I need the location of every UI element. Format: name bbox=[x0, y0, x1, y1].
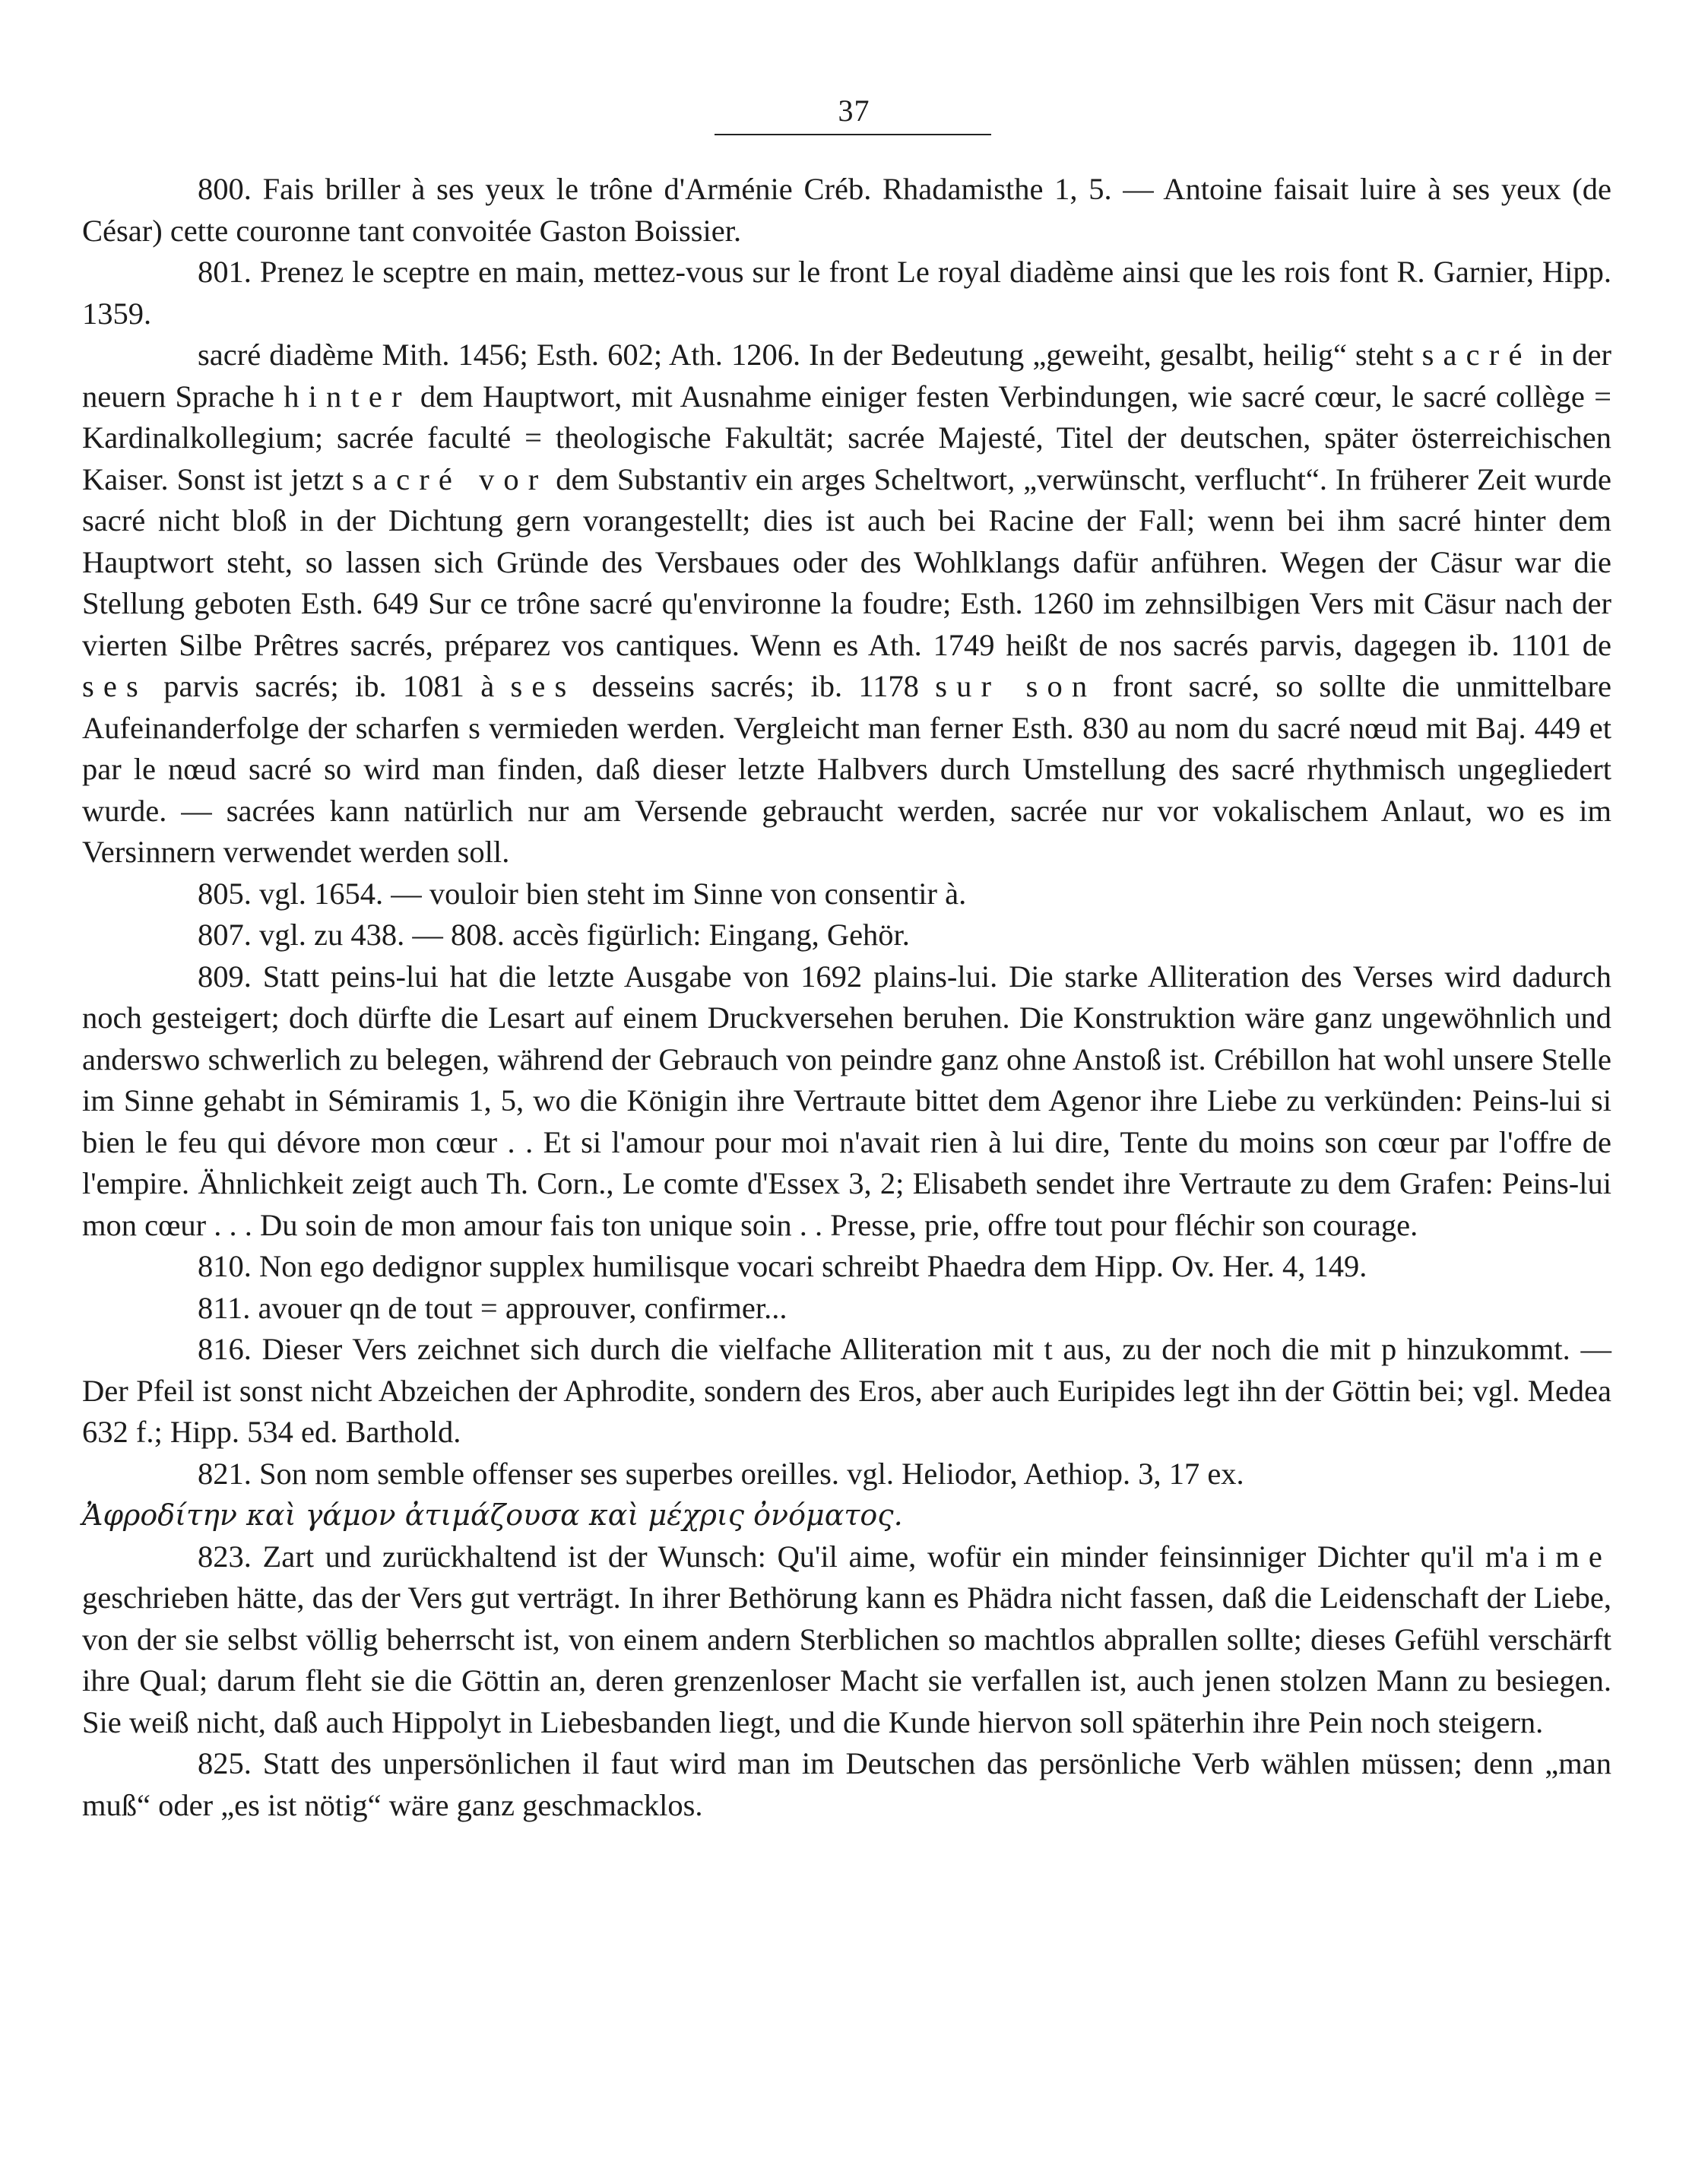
note-825: 825. Statt des unpersönlichen il faut wird man im Deutschen das persönliche Verb wählen müssen; denn „man muß“ oder „es ist nötig“ wäre ganz geschmacklos. bbox=[82, 1746, 1611, 1822]
text-run: parvis sacrés; ib. 1081 à bbox=[147, 669, 511, 703]
spaced-word: ses bbox=[510, 669, 576, 703]
spaced-word: sacré vor bbox=[352, 461, 548, 496]
spaced-word: sacré bbox=[1421, 338, 1532, 372]
text-run: geschrieben hätte, das der Vers gut verträgt. In ihrer Bethörung kann es Phädra nicht fassen, daß die Leidenschaft der Liebe, von der sie selbst völlig beherrscht ist, von einem andern Sterblichen so machtlos abprallen sollte; dieses Gefühl verschärft ihre Qual; darum fleht sie die Göttin an, deren grenzenloser Macht sie verfallen ist, auch jenen stolzen Mann zu besiegen. Sie weiß nicht, daß auch Hippolyt in Liebesbanden liegt, und die Kunde hiervon soll späterhin ihre Pein noch steigern. bbox=[82, 1580, 1611, 1739]
note-809: 809. Statt peins-lui hat die letzte Ausgabe von 1692 plains-lui. Die starke Alliteration des Verses wird dadurch noch gesteigert; doch dürfte die Lesart auf einem Druckversehen beruhen. Die Konstruktion wäre ganz ungewöhnlich und anderswo schwerlich zu belegen, während der Gebrauch von peindre ganz ohne Anstoß ist. Crébillon hat wohl unsere Stelle im Sinne gehabt in Sémiramis 1, 5, wo die Königin ihre Vertraute bittet dem Agenor ihre Liebe zu verkünden: Peins-lui si bien le feu qui dévore mon cœur . . Et si l'amour pour moi n'avait rien à lui dire, Tente du moins son cœur par l'offre de l'empire. Ähnlichkeit zeigt auch Th. Corn., Le comte d'Essex 3, 2; Elisabeth sendet ihre Vertraute zu dem Grafen: Peins-lui mon cœur . . . Du soin de mon amour fais ton unique soin . . Presse, prie, offre tout pour fléchir son courage. bbox=[82, 959, 1611, 1242]
note-821: 821. Son nom semble offenser ses superbes oreilles. vgl. Heliodor, Aethiop. 3, 17 ex. bbox=[198, 1456, 1244, 1491]
text-run: dem Substantiv ein arges Scheltwort, „verwünscht, verflucht“. In früherer Zeit wurde sacré nicht bloß in der Dichtung gern vorangestellt; dies ist auch bei Racine der Fall; wenn bei ihm sacré hinter dem Hauptwort steht, so lassen sich Gründe des Versbaues oder des Wohlklangs dafür anführen. Wegen der Cäsur war die Stellung geboten Esth. 649 Sur ce trône sacré qu'environne la foudre; Esth. 1260 im zehnsilbigen Vers mit Cäsur nach der vierten Silbe Prêtres sacrés, préparez vos cantiques. Wenn es Ath. 1749 heißt de nos sacrés parvis, dagegen ib. 1101 de bbox=[82, 461, 1611, 662]
note-807: 807. vgl. zu 438. — 808. accès figürlich: Eingang, Gehör. bbox=[198, 918, 910, 952]
page-number: 37 bbox=[838, 94, 870, 128]
header-rule bbox=[715, 134, 991, 135]
note-810: 810. Non ego dedignor supplex humilisque vocari schreibt Phaedra dem Hipp. Ov. Her. 4, 149. bbox=[198, 1249, 1367, 1283]
commentary-text bbox=[82, 169, 1611, 1826]
spaced-word: hinter bbox=[284, 379, 411, 414]
note-811: 811. avouer qn de tout = approuver, confirmer... bbox=[198, 1290, 787, 1325]
text-run: 823. Zart und zurückhaltend ist der Wunsch: Qu'il aime, wofür ein minder feinsinniger Dichter qu'il m' bbox=[198, 1539, 1515, 1574]
text-run: front sacré, so sollte die unmittelbare Aufeinanderfolge der scharfen s vermieden werden. Vergleicht man ferner Esth. 830 au nom du sacré nœud mit Baj. 449 et par le nœud sacré so wird man finden, daß dieser letzte Halbvers durch Umstellung des sacré rhythmisch ungegliedert wurde. — sacrées kann natürlich nur am Versende gebraucht werden, sacrée nur vor vokalischem Anlaut, wo es im Versinnern verwendet werden soll. bbox=[82, 669, 1611, 869]
spaced-word: ses bbox=[82, 669, 147, 703]
spaced-word: aime bbox=[1514, 1539, 1611, 1574]
text-run: sacré diadème Mith. 1456; Esth. 602; Ath. 1206. In der Bedeutung „geweiht, gesalbt, heilig“ steht bbox=[198, 338, 1422, 372]
note-801-sacre bbox=[82, 334, 1611, 873]
note-801: 801. Prenez le sceptre en main, mettez-vous sur le front Le royal diadème ainsi que les rois font R. Garnier, Hipp. 1359. bbox=[82, 255, 1611, 331]
note-805: 805. vgl. 1654. — vouloir bien steht im Sinne von consentir à. bbox=[198, 876, 967, 911]
note-816: 816. Dieser Vers zeichnet sich durch die vielfache Alliteration mit t aus, zu der noch die mit p hinzukommt. — Der Pfeil ist sonst nicht Abzeichen der Aphrodite, sondern des Eros, aber auch Euripides legt ihn der Göttin bei; vgl. Medea 632 f.; Hipp. 534 ed. Barthold. bbox=[82, 1332, 1611, 1449]
note-800: 800. Fais briller à ses yeux le trône d'Arménie Créb. Rhadamisthe 1, 5. — Antoine faisait luire à ses yeux (de César) cette couronne tant convoitée Gaston Boissier. bbox=[82, 172, 1611, 248]
note-821-greek-quote: Ἀφροδίτην καὶ γάμον ἀτιμάζουσα καὶ μέχρις ὀνόματος. bbox=[82, 1498, 903, 1532]
text-run: in der neuern Sprache bbox=[82, 338, 1611, 414]
spaced-word: sur son bbox=[935, 669, 1097, 703]
text-run: desseins sacrés; ib. 1178 bbox=[575, 669, 936, 703]
text-run: dem Hauptwort, mit Ausnahme einiger festen Verbindungen, wie sacré cœur, le sacré collège = Kardinalkollegium; sacrée faculté = theologische Fakultät; sacrée Majesté, Titel der deutschen, später österreichischen Kaiser. Sonst ist jetzt bbox=[82, 379, 1611, 496]
note-823 bbox=[82, 1536, 1611, 1744]
